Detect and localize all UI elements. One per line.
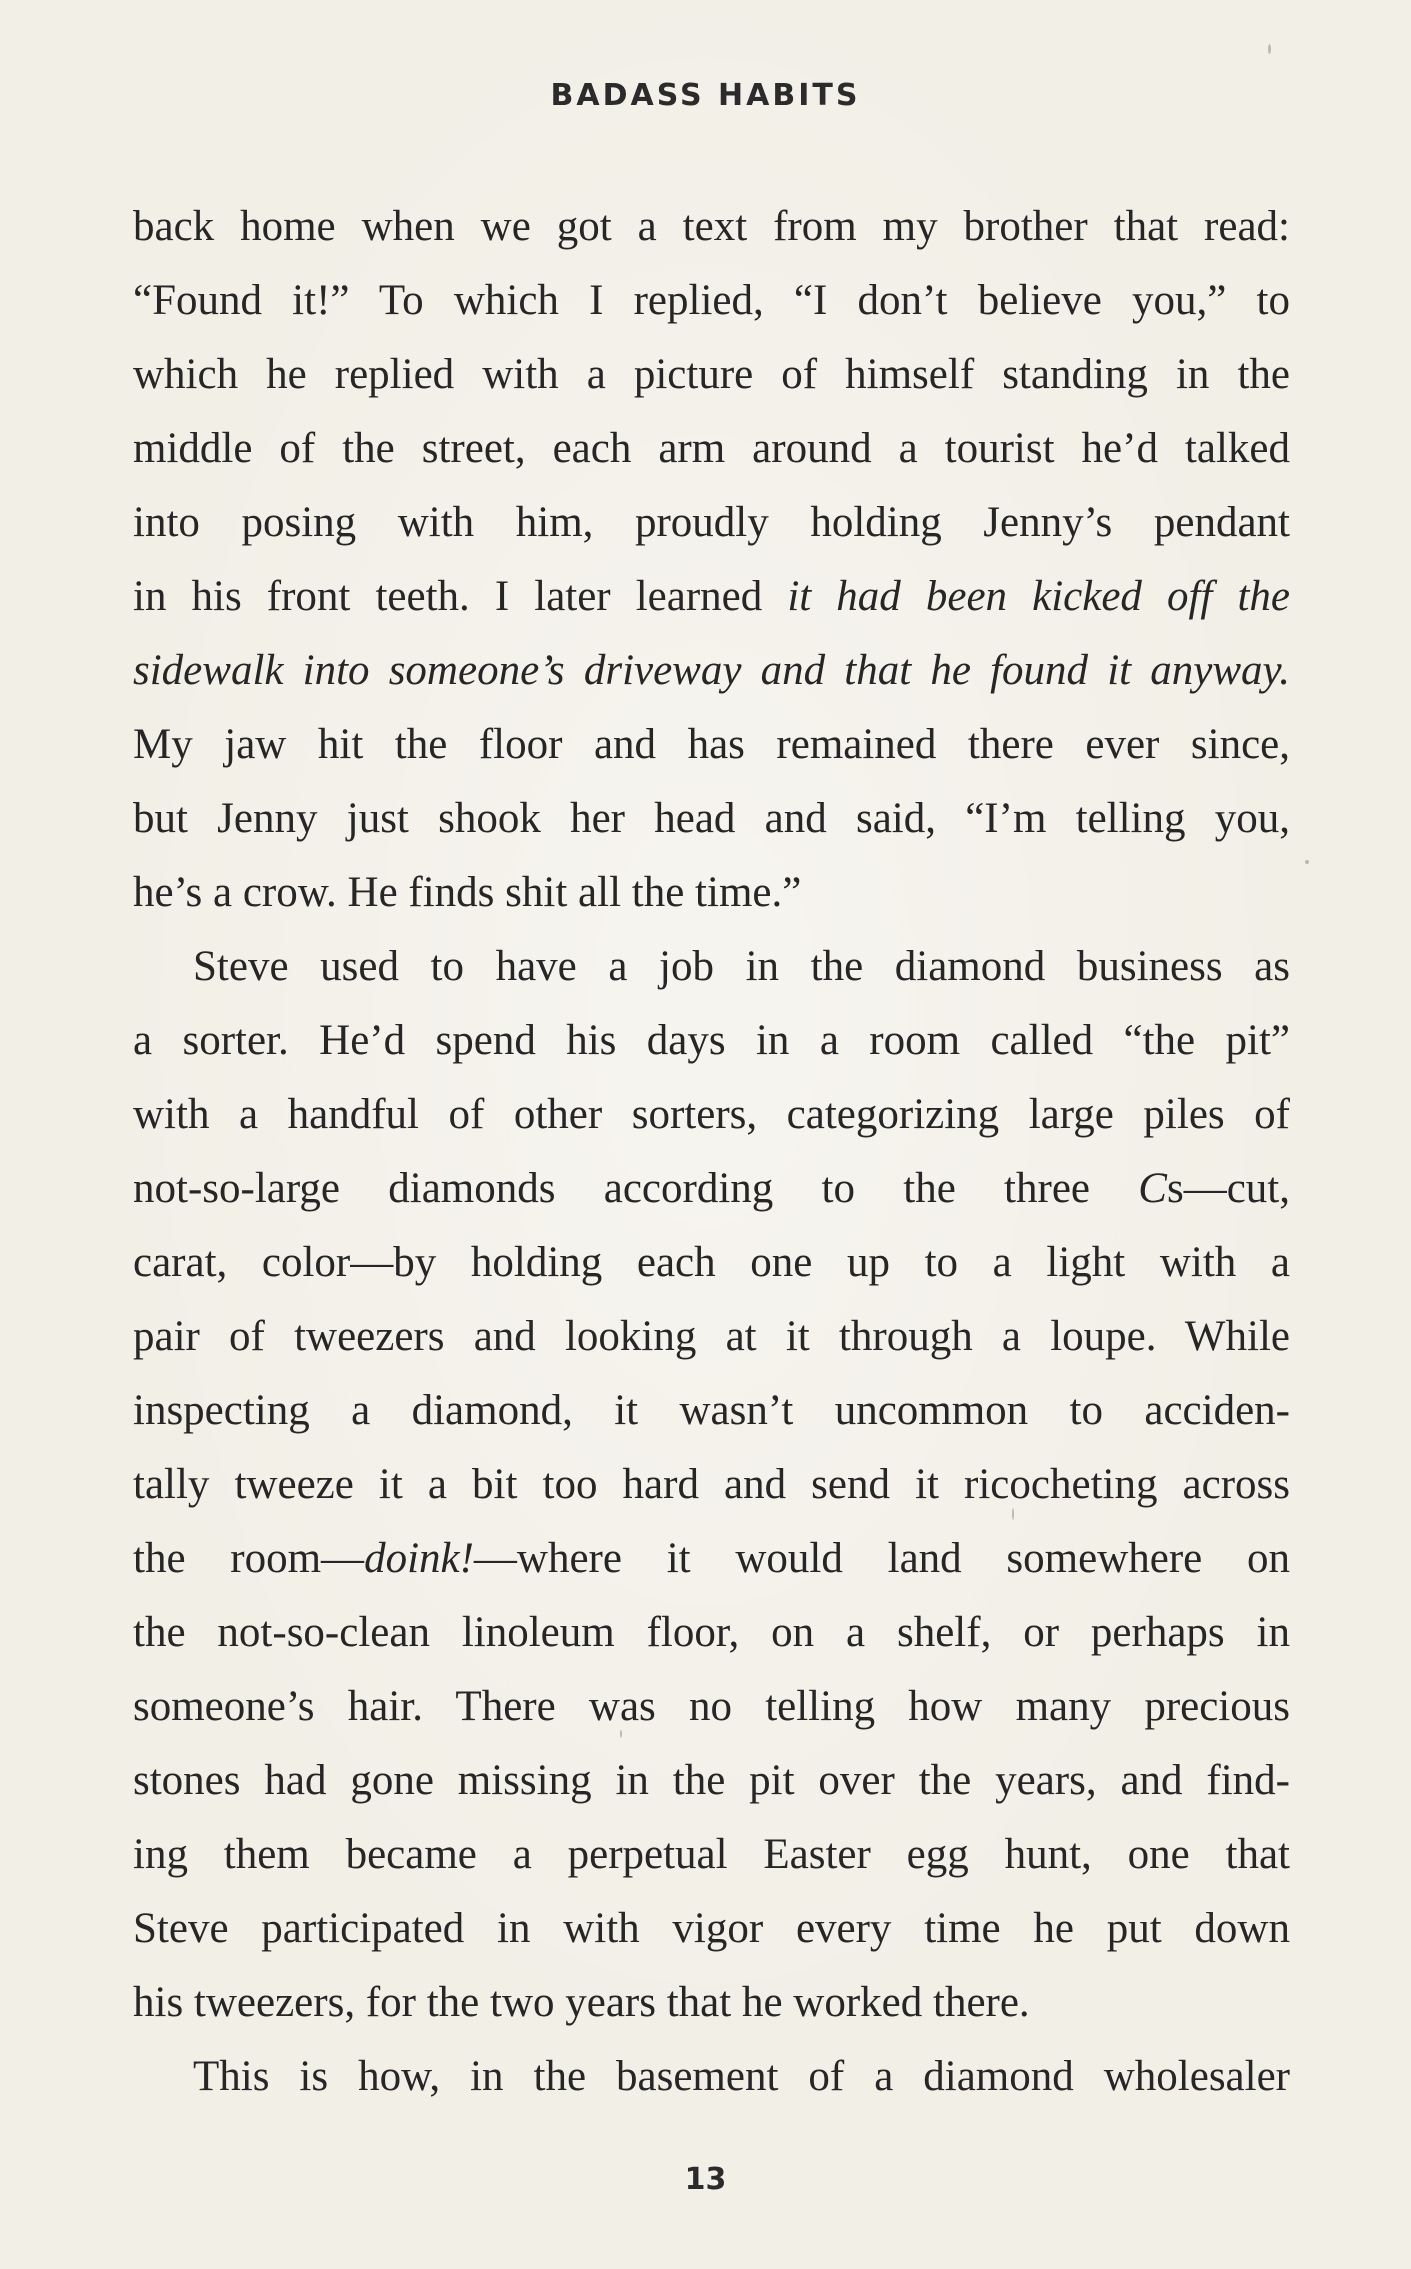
text-run: in his front teeth. I later learned <box>133 573 788 620</box>
text-run: the room— <box>133 1535 365 1582</box>
italic-run: doink! <box>364 1535 474 1582</box>
text-line: but Jenny just shook her head and said, “I’m telling you, <box>133 795 1290 842</box>
scan-speck <box>1012 1508 1014 1520</box>
text-line: This is how, in the basement of a diamond wholesaler <box>193 2053 1290 2100</box>
text-line: he’s a crow. He finds shit all the time.” <box>133 869 802 916</box>
scan-speck <box>620 1730 622 1738</box>
text-line: the not-so-clean linoleum floor, on a shelf, or perhaps in <box>133 1609 1290 1656</box>
text-line: with a handful of other sorters, categorizing large piles of <box>133 1091 1290 1138</box>
text-run: s—cut, <box>1166 1165 1290 1212</box>
text-line: middle of the street, each arm around a tourist he’d talked <box>133 425 1290 472</box>
italic-run: it had been kicked off the <box>787 573 1290 620</box>
text-line <box>133 1522 1290 1596</box>
body-text <box>133 190 1290 2114</box>
italic-run: C <box>1138 1165 1167 1212</box>
text-line: “Found it!” To which I replied, “I don’t believe you,” to <box>133 277 1290 324</box>
text-run: —where it would land somewhere on <box>473 1535 1290 1582</box>
text-line <box>133 1152 1290 1226</box>
text-line: into posing with him, proudly holding Jenny’s pendant <box>133 499 1290 546</box>
text-line: pair of tweezers and looking at it through a loupe. While <box>133 1313 1290 1360</box>
page-number: 13 <box>684 2162 727 2197</box>
text-line: someone’s hair. There was no telling how many precious <box>133 1683 1290 1730</box>
text-line: a sorter. He’d spend his days in a room called “the pit” <box>133 1017 1290 1064</box>
text-line: inspecting a diamond, it wasn’t uncommon to acciden- <box>133 1387 1290 1434</box>
text-line: back home when we got a text from my brother that read: <box>133 203 1290 250</box>
text-line: ing them became a perpetual Easter egg hunt, one that <box>133 1831 1290 1878</box>
text-line: carat, color—by holding each one up to a light with a <box>133 1239 1290 1286</box>
scan-speck <box>1268 44 1271 54</box>
text-line: My jaw hit the floor and has remained there ever since, <box>133 721 1290 768</box>
text-line <box>133 560 1290 634</box>
text-line: Steve participated in with vigor every time he put down <box>133 1905 1290 1952</box>
text-line: his tweezers, for the two years that he worked there. <box>133 1979 1030 2026</box>
text-run: not-so-large diamonds according to the three <box>133 1165 1139 1212</box>
text-line: Steve used to have a job in the diamond business as <box>193 943 1290 990</box>
text-line: which he replied with a picture of himself standing in the <box>133 351 1290 398</box>
text-line: tally tweeze it a bit too hard and send it ricocheting across <box>133 1461 1290 1508</box>
scan-speck <box>1305 860 1309 864</box>
text-line: stones had gone missing in the pit over the years, and find- <box>133 1757 1290 1804</box>
running-head: BADASS HABITS <box>550 78 861 113</box>
text-line: sidewalk into someone’s driveway and that he found it anyway. <box>133 647 1290 694</box>
